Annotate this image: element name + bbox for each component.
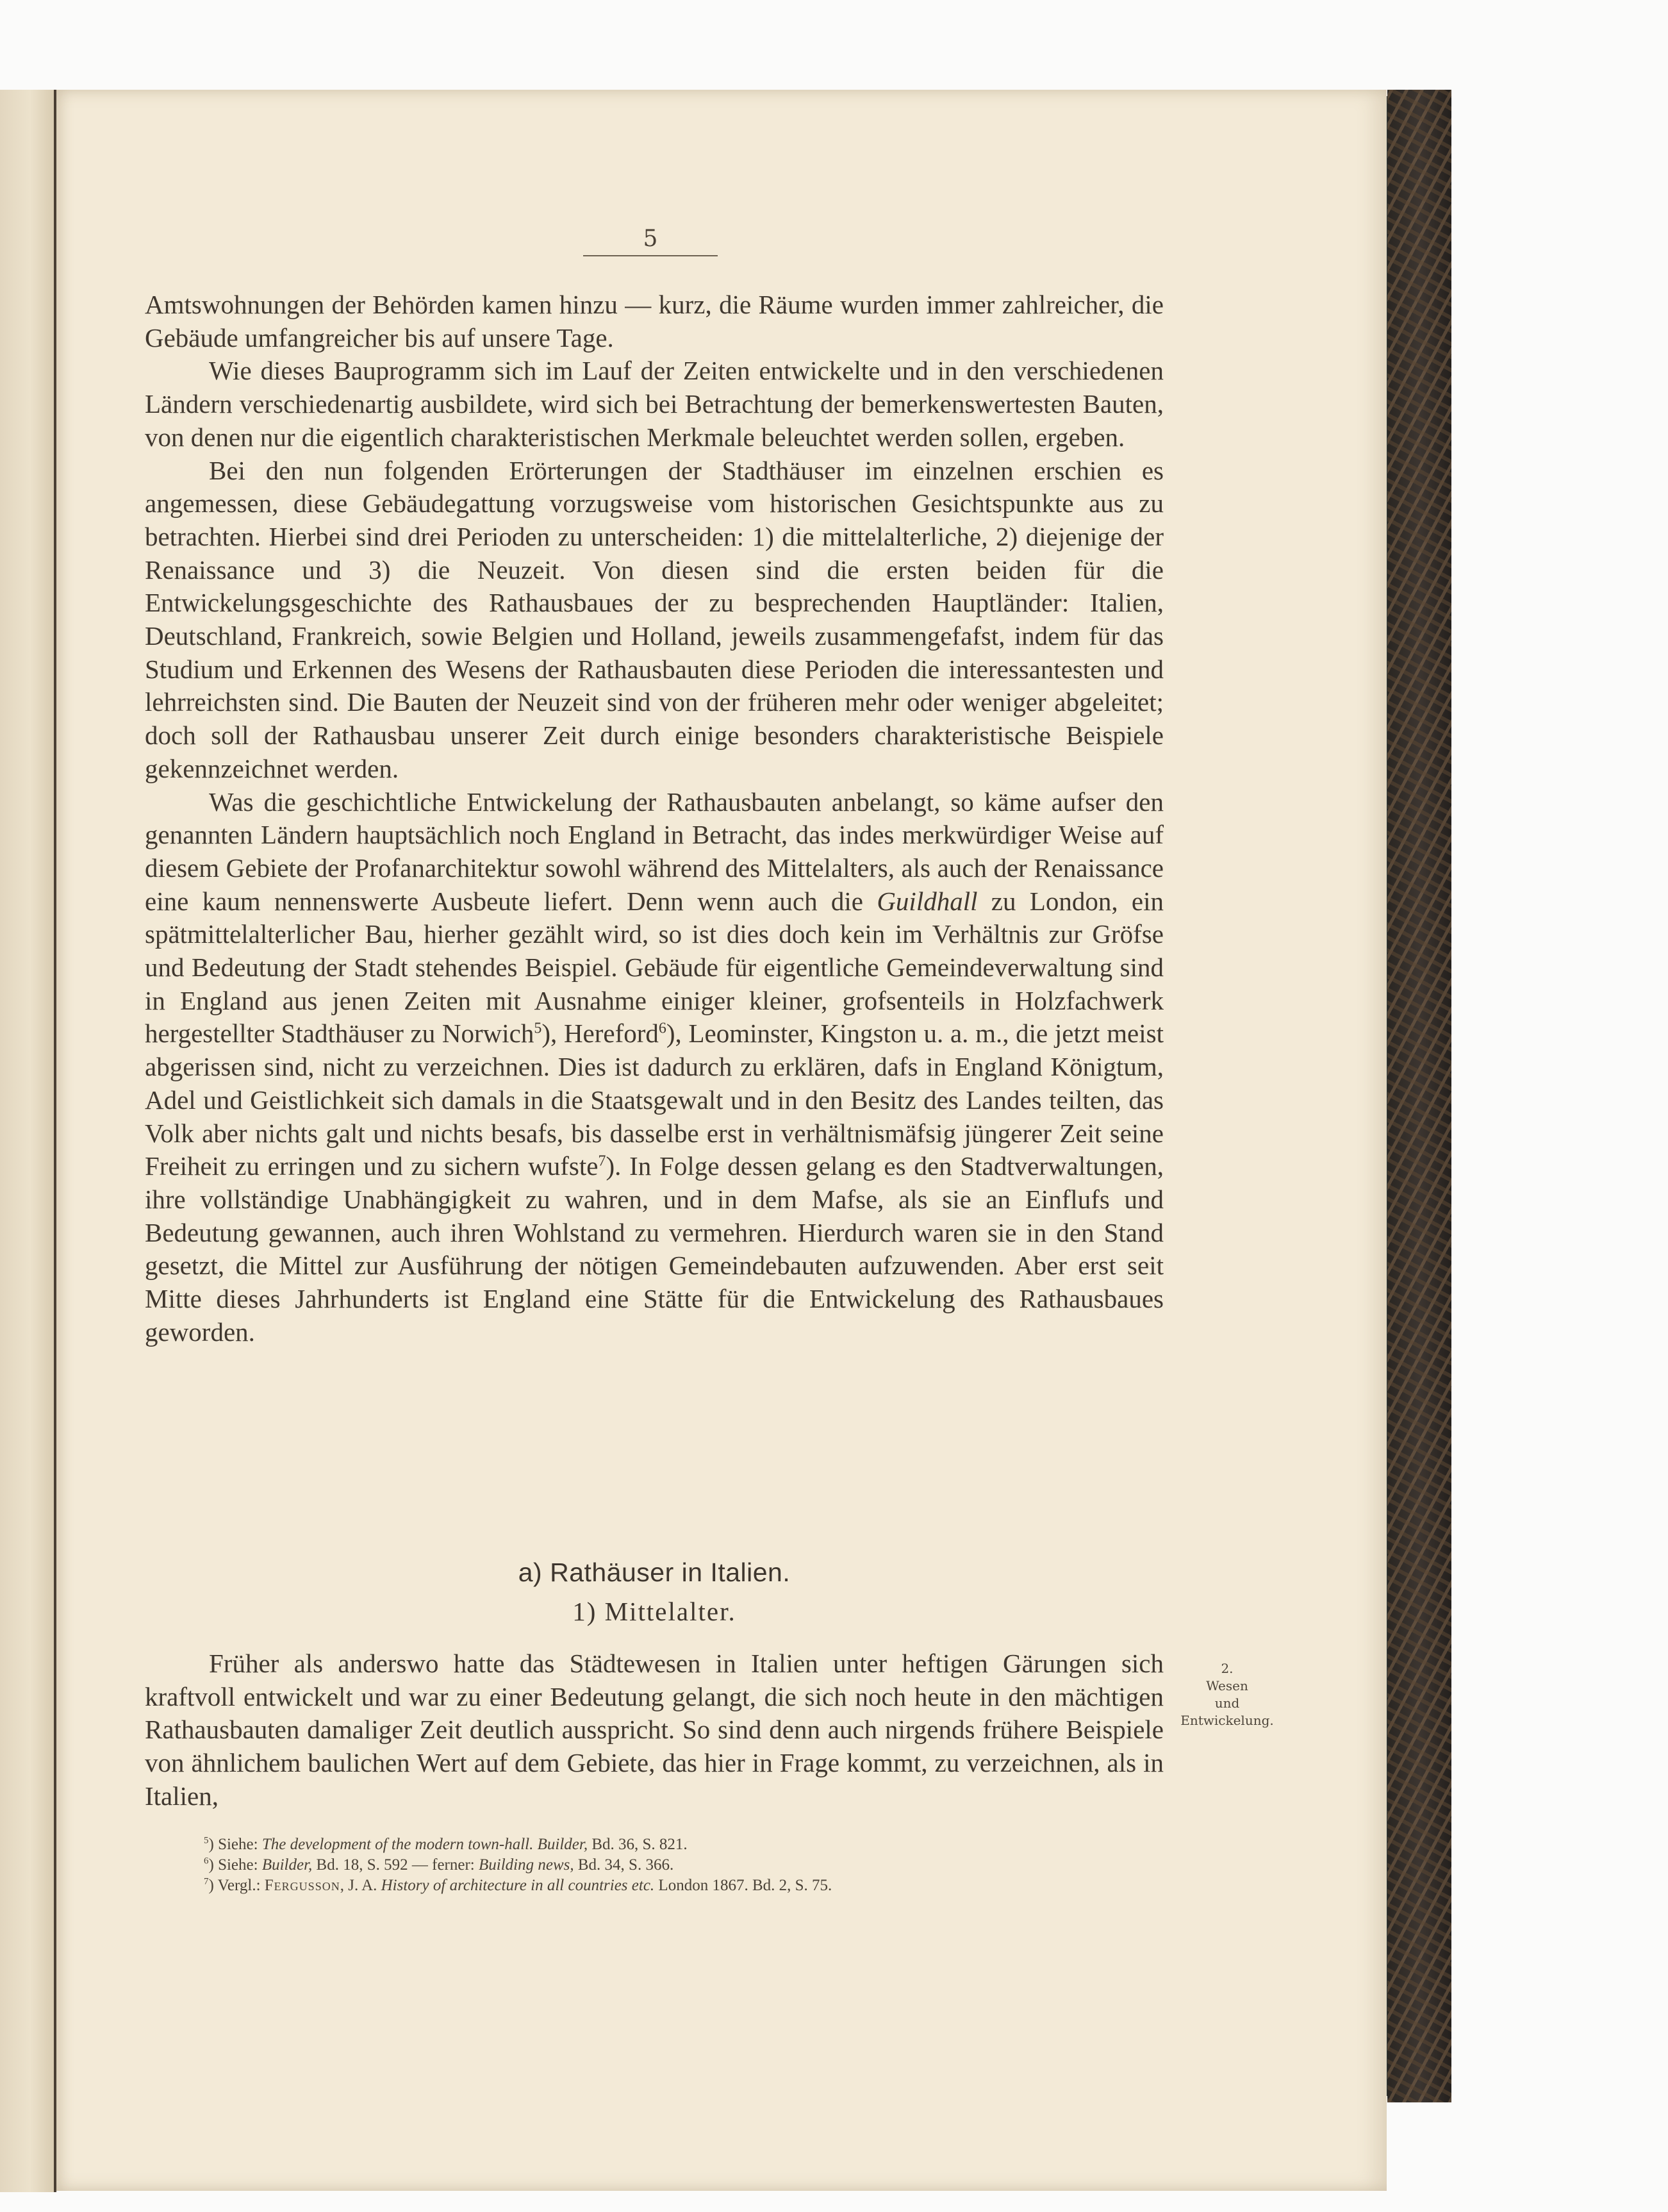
footnote-text: Bd. 34, S. 366. — [574, 1856, 674, 1874]
footnote-text: London 1867. Bd. 2, S. 75. — [654, 1877, 832, 1894]
body-text — [145, 288, 1164, 1349]
footnote-ref: 5 — [534, 1020, 542, 1037]
footnote-title: History of architecture in all countries etc. — [381, 1877, 655, 1894]
footnote — [204, 1855, 1165, 1875]
footnote-author: Fergusson — [264, 1877, 340, 1894]
facing-page-edge — [0, 90, 54, 2192]
footnote-title: The development of the modern town-hall. Builder, — [261, 1836, 588, 1853]
footnote — [204, 1875, 1165, 1896]
footnote-mark: 7 — [204, 1876, 209, 1887]
footnote-title: Building news, — [479, 1856, 574, 1874]
sub-heading: 1) Mittelalter. — [572, 1597, 736, 1626]
section-heading: a) Rathäuser in Italien. — [518, 1558, 791, 1587]
marginal-number: 2. — [1221, 1661, 1234, 1676]
footnote-text: ) Siehe: — [208, 1856, 262, 1874]
footnote — [204, 1834, 1165, 1855]
paragraph: Amtswohnungen der Behörden kamen hinzu — kurz, die Räume wurden immer zahlreicher, die Gebäude umfangreicher bis auf unsere Tage. — [145, 290, 1164, 353]
footnote-title: Builder, — [261, 1856, 313, 1874]
text-run: zu London, ein spätmittelalterlicher Bau, hierher gezählt wird, so ist dies doch kein im Verhältnis zur Gröfse und Bedeutung der Stadt stehendes Beispiel. Gebäude für eigentliche Gemeindeverwaltung sind in England aus jenen Zeiten mit Ausnahme einiger kleiner, grofsenteils in Holzfachwerk hergestellter Stadthäuser zu Norwich — [145, 886, 1164, 1049]
footnote-ref: 6 — [658, 1020, 666, 1037]
text-run: ), Leominster, Kingston u. a. m., die jetzt meist abgerissen sind, nicht zu verzeichnen. Dies ist dadurch zu erklären, dafs in England Königtum, Adel und Geistlichkeit sich damals in die Staatsgewalt und in den Besitz des Landes teilten, das Volk aber nichts galt und nichts besafs, bis dasselbe erst in verhältnismäfsig jüngerer Zeit seine Freiheit zu erringen und zu sichern wufste — [145, 1019, 1164, 1181]
footnote-text: ) Siehe: — [208, 1836, 262, 1853]
footnote-mark: 6 — [204, 1856, 209, 1867]
footnote-text: Bd. 36, S. 821. — [588, 1836, 688, 1853]
footnote-mark: 5 — [204, 1835, 209, 1846]
footnote-text: ) Vergl.: — [208, 1877, 265, 1894]
footnotes — [204, 1834, 1165, 1896]
body-text-section — [145, 1647, 1164, 1813]
text-run: ), Hereford — [541, 1019, 659, 1049]
marginal-note — [1166, 1660, 1288, 1729]
text-run: Was die geschichtliche Entwickelung der Rathausbauten anbelangt, so käme aufser den genannten Ländern hauptsächlich noch England in Betracht, das indes merkwürdiger Weise auf diesem Gebiete der Profanarchitektur sowohl während des Mittelalters, als auch der Renaissance eine kaum nennenswerte Ausbeute liefert. Denn wenn auch die — [145, 786, 1164, 916]
paragraph: Früher als anderswo hatte das Städtewesen in Italien unter heftigen Gärungen sich kraftvoll entwickelt und war zu einer Bedeutung gelangt, die sich noch heute in den mächtigen Rathausbauten damaliger Zeit deutlich ausspricht. So sind denn auch nirgends frühere Beispiele von ähnlichem baulichen Wert auf dem Gebiete, das hier in Frage kommt, zu verzeichnen, als in Italien, — [145, 1649, 1164, 1811]
book-cover-edge — [1387, 90, 1451, 2102]
marginal-line: Entwickelung. — [1180, 1713, 1274, 1728]
paragraph: Wie dieses Bauprogramm sich im Lauf der Zeiten entwickelte und in den verschiedenen Ländern verschiedenartig ausbildete, wird sich bei Betrachtung der bemerkenswertesten Bauten, von denen nur die eigentlich charakteristischen Merkmale beleuchtet werden sollen, ergeben. — [145, 356, 1164, 452]
text-run: ). In Folge dessen gelang es den Stadtverwaltungen, ihre vollständige Unabhängigkeit zu wahren, und in dem Mafse, als sie an Einflufs und Bedeutung gewannen, auch ihren Wohlstand zu vermehren. Hierdurch waren sie in den Stand gesetzt, die Mittel zur Ausführung der nötigen Gemeindebauten aufzuwenden. Aber erst seit Mitte dieses Jahrhunderts ist England eine Stätte für die Entwickelung des Rathausbaues geworden. — [145, 1151, 1164, 1347]
footnote-ref: 7 — [598, 1152, 606, 1170]
marginal-line: Wesen — [1206, 1678, 1248, 1693]
page-number: 5 — [583, 224, 718, 256]
italic-term: Guildhall — [877, 886, 978, 916]
footnote-text: Bd. 18, S. 592 — ferner: — [312, 1856, 479, 1874]
paragraph: Bei den nun folgenden Erörterungen der Stadthäuser im einzelnen erschien es angemessen, diese Gebäudegattung vorzugsweise vom historischen Gesichtspunkte aus zu betrachten. Hierbei sind drei Perioden zu unterscheiden: 1) die mittelalterliche, 2) diejenige der Renaissance und 3) die Neuzeit. Von diesen sind die ersten beiden für die Entwickelungsgeschichte des Rathausbaues der zu besprechenden Hauptländer: Italien, Deutschland, Frankreich, sowie Belgien und Holland, jeweils zusammengefafst, indem für das Studium und Erkennen des Wesens der Rathausbauten diese Perioden die interessantesten und lehrreichsten sind. Die Bauten der Neuzeit sind von der früheren mehr oder weniger abgeleitet; doch soll der Rathausbau unserer Zeit durch einige besonders charakteristische Beispiele gekennzeichnet werden. — [145, 455, 1164, 783]
marginal-line: und — [1214, 1695, 1240, 1711]
footnote-text: , J. A. — [340, 1877, 381, 1894]
paragraph — [145, 786, 1164, 1349]
